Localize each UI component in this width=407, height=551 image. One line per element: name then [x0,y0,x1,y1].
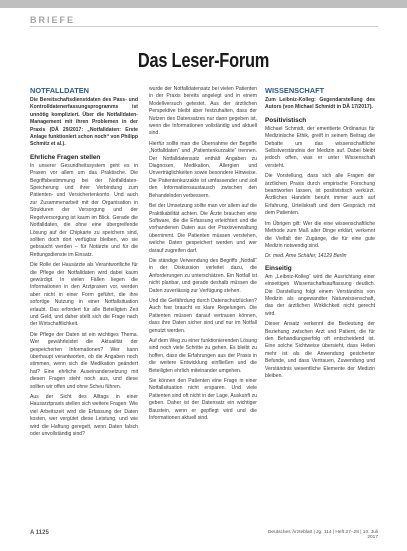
paragraph: Michael Schmidt, der emeritierte Ordinarius für Medizinische Ethik, greift in seinem Beitrag die Debatte um das wissenschaftliche Selbstverständnis der Medizin auf. Dabei bleibt jedoch offen, was er unter Wissenschaft versteht. [265,125,375,169]
paragraph: Und die Gefährdung durch Datenschutzlücken? Auch hier braucht es klare Regelungen. Die Patienten müssen darauf vertrauen können, dass ihre Daten sicher sind und nur im Notfall genutzt werden. [149,297,257,334]
letter-heading: Ehrliche Fragen stellen [30,153,101,161]
letter-intro: Die Bereitschaftsdienstdaten des Pass- und Kontrolldatenerfassungsprogramms ist unnötig kompliziert. Über die Notfalldaten-Management mit ihren Problemen in der Praxis (DÄ 29/2017: „Notfalldaten: Erste Anlage funktioniert schon noch“ von Philipp Schmitz et al.). [30,97,138,148]
paragraph: Aus der Sicht des Alltags in einer Hausarztpraxis stellen sich weitere Fragen: Wie viel Arbeitszeit wird die Erfassung der Daten kosten, wer vergütet diese Leistung, und wie wird die Haftung geregelt, wenn Daten falsch oder unvollständig sind? [30,394,138,438]
letter-signature: Dr. med. Arne Schäfer, 14129 Berlin [265,253,347,260]
paragraph: Am „Leibniz-Kolleg“ wird die Ausrichtung einer einseitigen Wissenschaftsauffassung deutlich. Die Darstellung folgt einem Verständnis von Medizin als angewandter Naturwissenschaft, das der ärztlichen Wirklichkeit nicht gerecht wird. [265,273,375,317]
paragraph: Die ständige Verwendung des Begriffs „Notfall“ in der Diskussion verleitet dazu, die Anforderungen zu unterschätzen. Ein Notfall ist nicht planbar, und gerade deshalb müssen die Daten zuverlässig zur Verfügung stehen. [149,257,257,294]
paragraph: Auf dem Weg zu einer funktionierenden Lösung sind noch viele Schritte zu gehen. Es bleibt zu hoffen, dass die Erfahrungen aus der Praxis in die weitere Entwicklung einfließen und die Beteiligten ehrlich miteinander umgehen. [149,338,257,374]
paragraph: Hierfür sollte man die Übernahme der Begriffe „Notfalldaten“ und „Patientenkurzakte“ trennen. Der Notfalldatensatz enthält Angaben zu Diagnosen, Medikation, Allergien und Unverträglichkeiten sowie besondere Hinweise. Die Patientenkurzakte ist umfassender und soll den Informationsaustausch zwischen den Behandelnden verbessern. [149,140,257,199]
column-2 [149,86,257,526]
section-heading-wissenschaft: WISSENSCHAFT [265,86,325,95]
section-heading-notfalldaten: NOTFALLDATEN [30,86,89,95]
page-title: Das Leser-Forum [137,50,270,72]
paragraph: Die Pflege der Daten ist ein wichtiges Thema. Wer gewährleistet die Aktualität der gespeicherten Informationen? Wer kann überhaupt verantworten, ob die Angaben noch stimmen, wenn sich die Medikation geändert hat? Eine ehrliche Auseinandersetzung mit diesen Fragen steht noch aus, und diese sollten wir offen und ohne Scheu führen. [30,331,138,390]
column-1 [30,86,138,524]
paragraph: In unserer Gesundheitssystem geht es in Praxen vor allem um das Praktische. Die Begriffsbestimmung bei der Notfalldaten-Speicherung und ihrer Verbindung zum Patienten- und Versichertenkonto. Und auch zur Zusammenarbeit mit der Organisation in Strukturen der Versorgung und der Regelversorgung ist kaum im Blick. Gerade die Notfalldaten, die ohne eine übergreifende Lösung auf der Chipkarte zu speichern sind, sollten doch dort verfügbar bleiben, wo sie gebraucht werden – für Notärzte und für die Rettungsdienste im Einsatz. [30,162,138,258]
paragraph: Im Übrigen gilt: Wer die eine wissenschaftliche Methode zum Maß aller Dinge erklärt, verkennt die Vielfalt der Zugänge, die für eine gute Medizin notwendig sind. [265,220,375,249]
header-rule [30,26,378,27]
paragraph: Die Vorstellung, dass sich alle Fragen der ärztlichen Praxis durch empirische Forschung beantworten lassen, ist positivistisch verkürzt. Ärztliches Handeln beruht immer auch auf Erfahrung, Urteilskraft und dem Gespräch mit dem Patienten. [265,173,375,217]
paragraph: Bei der Umsetzung sollte man vor allem auf die Praktikabilität achten. Die Ärzte brauchen eine Software, die die Erfassung erleichtert und die vorhandenen Daten aus der Praxisverwaltung übernimmt. Die Patienten müssen verstehen, welche Daten gespeichert werden und wer darauf zugreifen darf. [149,203,257,254]
letter-heading: Einseitig [265,264,292,272]
letter-intro: Zum Leibniz-Kolleg: Gegendarstellung des Autors (von Michael Schmidt in DÄ 17/2017). [265,97,375,111]
journal-citation: Deutsches Ärzteblatt | Jg. 114 | Heft 27–28 | 10. Juli 2017 [267,530,378,540]
paragraph: wurde der Notfalldatensatz bei vielen Patienten in der Praxis bereits angelegt und in einem Modellversuch getestet. Aus der ärztlichen Perspektive bleibt aber festzuhalten, dass der Nutzen des Datensatzes nur dann gegeben ist, wenn die Informationen vollständig und aktuell sind. [149,86,257,137]
header-accent-bar [0,0,407,8]
page-number: A 1125 [30,530,49,536]
letter-heading: Positivistisch [265,116,307,124]
section-tag: BRIEFE [30,15,76,25]
paragraph: Sie können den Patienten eine Frage in einer Notfallsituation nicht ersparen. Und viele Patienten sind oft nicht in der Lage, Auskunft zu geben. Daher ist der Datensatz ein wichtiger Baustein, wenn er gepflegt wird und die Informationen aktuell sind. [149,378,257,422]
paragraph: Dieser Ansatz verkennt die Bedeutung der Beziehung zwischen Arzt und Patient, die für den Behandlungserfolg oft entscheidend ist. Eine solche Sichtweise übersieht, dass Heilen mehr ist als die Anwendung gesicherter Befunde, und dass Vertrauen, Zuwendung und Verständnis wesentliche Elemente der Medizin bleiben. [265,321,375,379]
paragraph: Die Rolle der Hausärzte als Verantwortliche für die Pflege der Notfalldaten wird dabei kaum gewürdigt. In vielen Fällen liegen die Informationen in den Arztpraxen vor, werden aber nicht in einer Form geführt, die ihre sofortige Nutzung in einer Notfallsituation erlaubt. Das erfordert für alle Beteiligten Zeit und Geld, und daher stellt sich die Frage nach der Wirtschaftlichkeit. [30,262,138,328]
column-3 [265,86,375,526]
